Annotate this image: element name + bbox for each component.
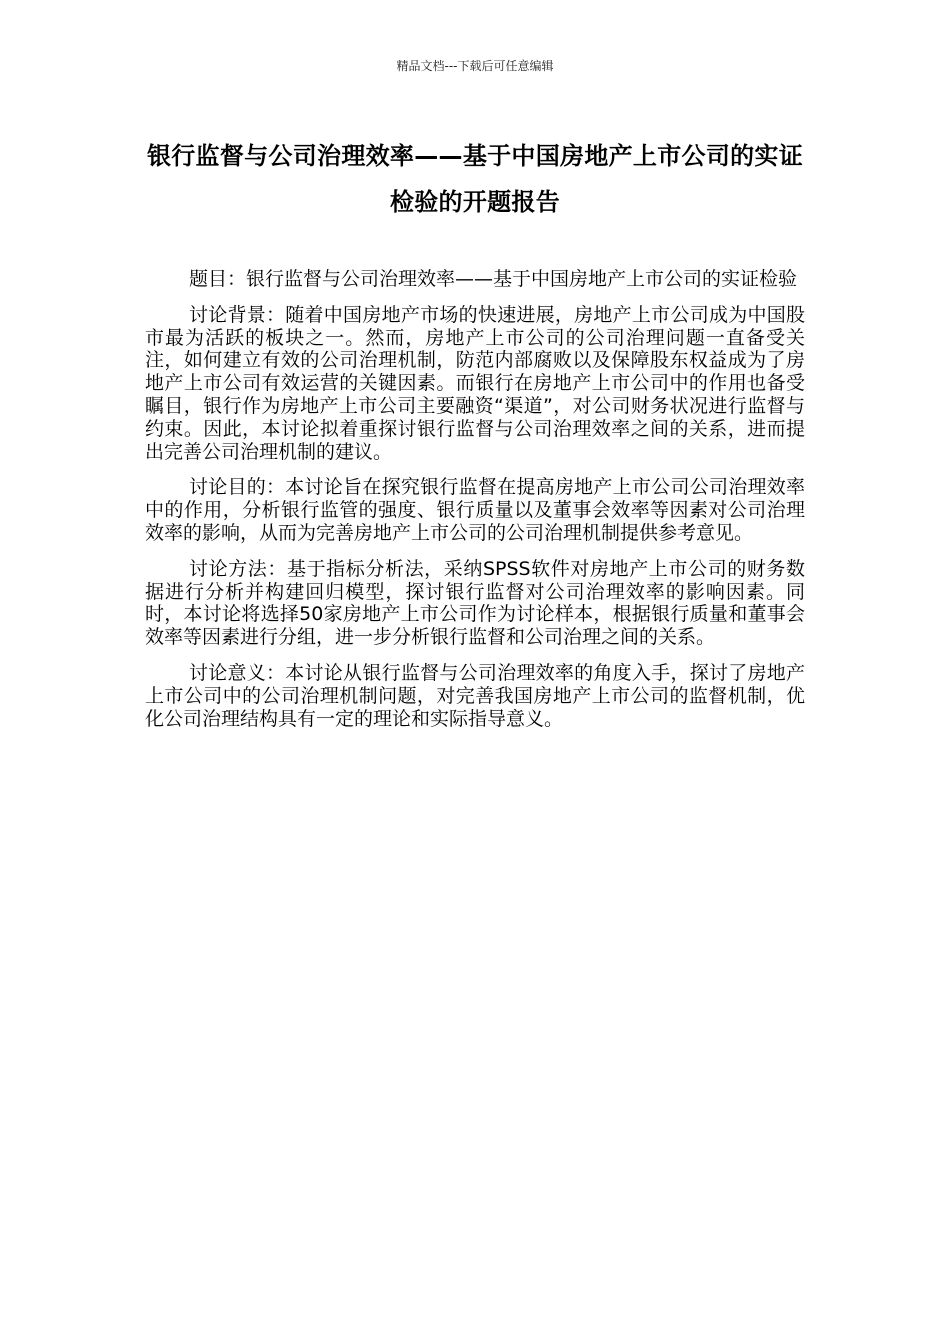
paragraph-purpose: 讨论目的：本讨论旨在探究银行监督在提高房地产上市公司公司治理效率中的作用，分析银行监管的强度、银行质量以及董事会效率等因素对公司治理效率的影响，从而为完善房地产上市公司的公司治理机制提供参考意见。 bbox=[145, 476, 805, 544]
paragraph-significance: 讨论意义：本讨论从银行监督与公司治理效率的角度入手，探讨了房地产上市公司中的公司治理机制问题，对完善我国房地产上市公司的监督机制，优化公司治理结构具有一定的理论和实际指导意义。 bbox=[145, 661, 805, 730]
paragraph-method: 讨论方法：基于指标分析法，采纳SPSS软件对房地产上市公司的财务数据进行分析并构建回归模型，探讨银行监督对公司治理效率的影响因素。同时，本讨论将选择50家房地产上市公司作为讨论样本，根据银行质量和董事会效率等因素进行分组，进一步分析银行监督和公司治理之间的关系。 bbox=[145, 557, 805, 649]
paragraph-background: 讨论背景：随着中国房地产市场的快速进展，房地产上市公司成为中国股市最为活跃的板块之一。然而，房地产上市公司的公司治理问题一直备受关注，如何建立有效的公司治理机制，防范内部腐败以及保障股东权益成为了房地产上市公司有效运营的关键因素。而银行在房地产上市公司中的作用也备受瞩目，银行作为房地产上市公司主要融资“渠道”，对公司财务状况进行监督与约束。因此，本讨论拟着重探讨银行监督与公司治理效率之间的关系，进而提出完善公司治理机制的建议。 bbox=[145, 303, 805, 463]
header-note: 精品文档---下载后可任意编辑 bbox=[396, 59, 554, 73]
paragraph-topic: 题目：银行监督与公司治理效率——基于中国房地产上市公司的实证检验 bbox=[189, 268, 798, 290]
document-body bbox=[145, 268, 805, 743]
document-title: 银行监督与公司治理效率——基于中国房地产上市公司的实证检验的开题报告 bbox=[146, 142, 804, 216]
